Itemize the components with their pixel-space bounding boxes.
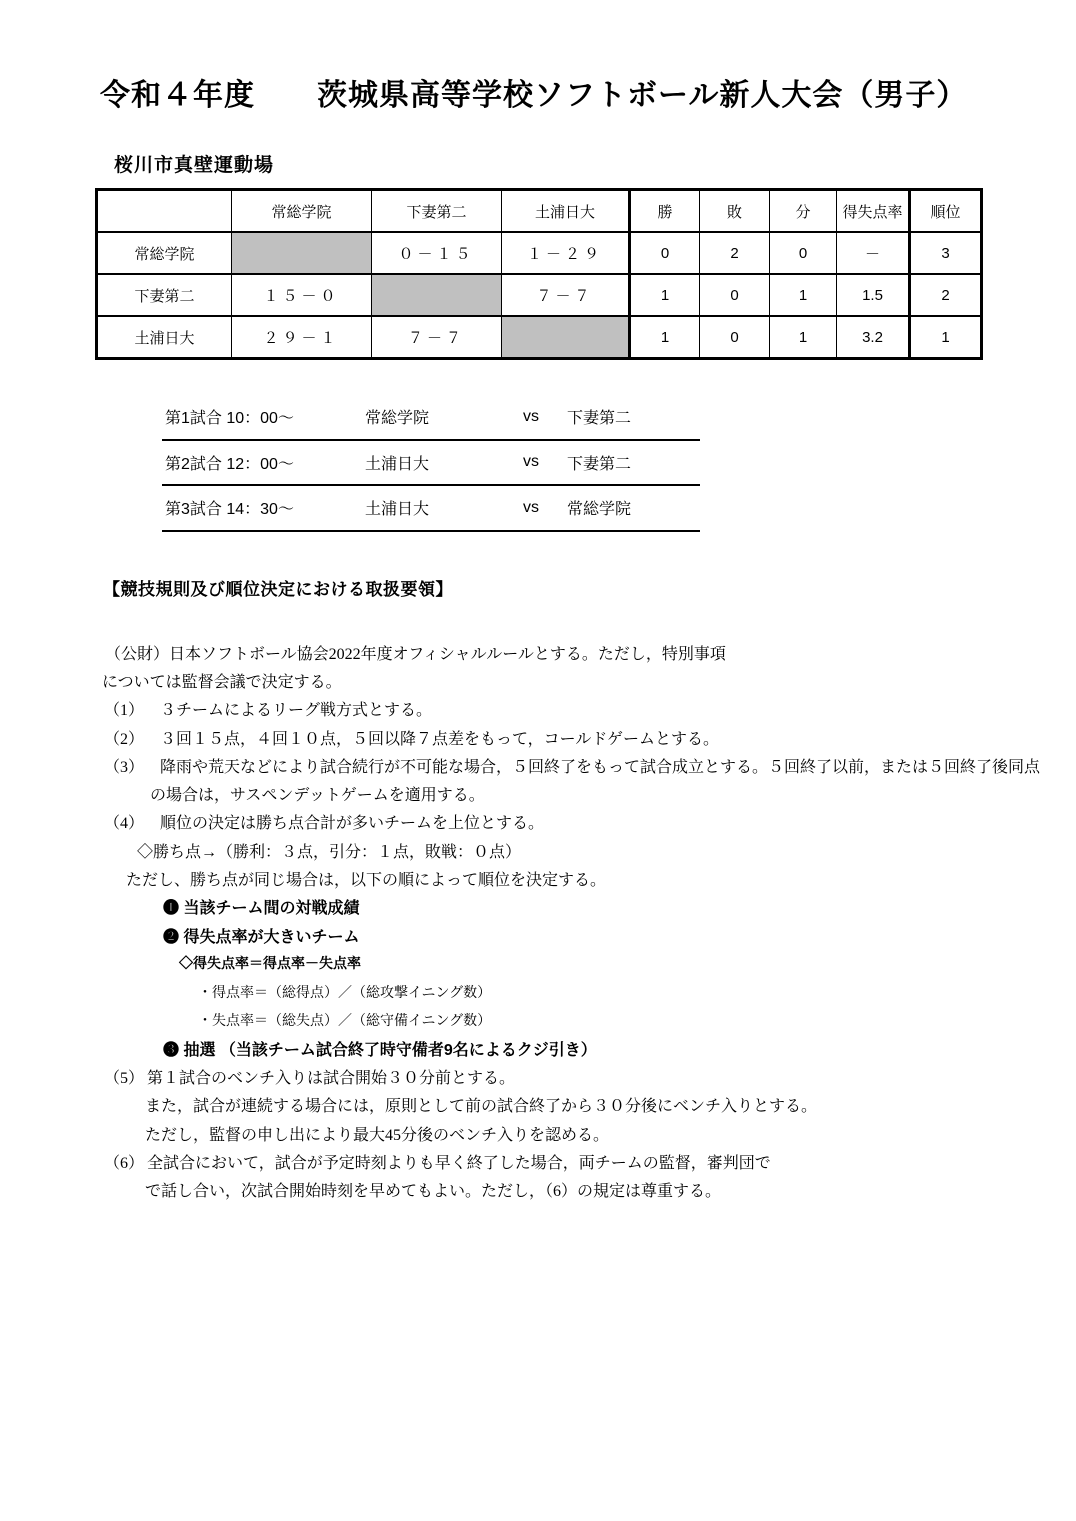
wins-cell: 0 (630, 232, 700, 274)
rule-item-5-continuation-1: また，試合が連続する場合には，原則として前の試合終了から３０分後にベンチ入りとする。 (145, 1098, 818, 1116)
draws-cell: 0 (770, 232, 837, 274)
schedule-row-2 (162, 441, 700, 487)
page-title: 令和４年度 茨城県高等学校ソフトボール新人大会（男子） (100, 79, 968, 112)
standings-header-team1: 常総学院 (232, 190, 372, 233)
wins-cell: 1 (630, 316, 700, 359)
rule-tiebreak-1: ❶ 当該チーム間の対戦成績 (163, 900, 360, 918)
draws-cell: 1 (770, 274, 837, 316)
runratio-cell: － (837, 232, 910, 274)
rules-lines (0, 638, 1076, 1204)
score-cell: ７－７ (502, 274, 630, 316)
rule-item-number: （3） (104, 758, 145, 776)
rule-tiebreak-3: ❸ 抽選 （当該チーム試合終了時守備者9名によるクジ引き） (163, 1041, 597, 1059)
rule-scoring-rate-formula: ・得点率＝（総得点）／（総攻撃イニング数） (198, 983, 492, 1000)
match-team2: 下妻第二 (567, 455, 632, 473)
match-label: 第2試合 12：00～ (165, 455, 294, 473)
diagonal-cell (502, 316, 630, 359)
standings-row-joso (97, 232, 982, 274)
rule-tiebreak-2: ❷ 得失点率が大きいチーム (163, 928, 360, 946)
rule-points-definition: ◇勝ち点→（勝利：３点，引分：１点，敗戦：０点） (137, 843, 522, 861)
rules-intro-line-2: については監督会議で決定する。 (102, 673, 342, 691)
standings-header-losses: 敗 (700, 190, 770, 233)
match-label: 第3試合 14：30～ (165, 501, 294, 519)
score-cell: ２９－１ (232, 316, 372, 359)
rank-cell: 3 (910, 232, 982, 274)
team-name-cell: 常総学院 (97, 232, 232, 274)
rules-intro-line-1: （公財）日本ソフトボール協会2022年度オフィシャルルールとする。ただし，特別事項 (105, 645, 726, 663)
draws-cell: 1 (770, 316, 837, 359)
rule-item-6 (104, 1147, 1076, 1175)
rule-item-6-continuation: で話し合い，次試合開始時刻を早めてもよい。ただし，（6）の規定は尊重する。 (145, 1183, 722, 1201)
venue-label: 桜川市真壁運動場 (114, 155, 275, 176)
rule-item-number: （6） (104, 1154, 145, 1172)
standings-row-shimotsuma (97, 274, 982, 316)
standings-header-runratio: 得失点率 (837, 190, 910, 233)
schedule-row-3 (162, 486, 700, 532)
standings-corner-cell (97, 190, 232, 233)
rule-item-text: 順位の決定は勝ち点合計が多いチームを上位とする。 (160, 815, 545, 833)
standings-header-rank: 順位 (910, 190, 982, 233)
rule-item-text: 降雨や荒天などにより試合続行が不可能な場合，５回終了をもって試合成立とする。５回終了以前，または５回終了後同点 (160, 758, 1041, 776)
rule-item-text: ３回１５点，４回１０点，５回以降７点差をもって，コールドゲームとする。 (160, 730, 720, 748)
match-team2: 常総学院 (567, 501, 632, 519)
rule-tiebreak-intro: ただし、勝ち点が同じ場合は，以下の順によって順位を決定する。 (126, 872, 607, 890)
rule-item-4 (104, 808, 1076, 836)
rule-item-number: （4） (104, 815, 145, 833)
standings-header-team3: 土浦日大 (502, 190, 630, 233)
rank-cell: 1 (910, 316, 982, 359)
vs-label: vs (523, 407, 539, 425)
match-team1: 土浦日大 (365, 455, 430, 473)
match-label: 第1試合 10：00～ (165, 410, 294, 428)
rule-item-text: ３チームによるリーグ戦方式とする。 (160, 702, 433, 720)
losses-cell: 2 (700, 232, 770, 274)
rule-item-3-continuation: の場合は，サスペンデットゲームを適用する。 (150, 787, 485, 805)
rule-item-5 (104, 1062, 1076, 1090)
vs-label: vs (523, 453, 539, 471)
team-name-cell: 下妻第二 (97, 274, 232, 316)
rule-item-1 (104, 695, 1076, 723)
standings-header-draws: 分 (770, 190, 837, 233)
standings-row-tsuchiura (97, 316, 982, 359)
losses-cell: 0 (700, 274, 770, 316)
wins-cell: 1 (630, 274, 700, 316)
standings-table (95, 188, 983, 360)
runratio-cell: 3.2 (837, 316, 910, 359)
rule-item-2 (104, 723, 1076, 751)
standings-header-wins: 勝 (630, 190, 700, 233)
rule-item-text: 第１試合のベンチ入りは試合開始３０分前とする。 (147, 1070, 516, 1088)
match-team1: 土浦日大 (365, 501, 430, 519)
match-team1: 常総学院 (365, 410, 430, 428)
rules-heading: 【競技規則及び順位決定における取扱要領】 (103, 580, 453, 599)
losses-cell: 0 (700, 316, 770, 359)
rank-cell: 2 (910, 274, 982, 316)
rule-item-number: （1） (104, 702, 145, 720)
rule-item-5-continuation-2: ただし，監督の申し出により最大45分後のベンチ入りを認める。 (145, 1126, 610, 1144)
diagonal-cell (372, 274, 502, 316)
team-name-cell: 土浦日大 (97, 316, 232, 359)
rule-item-number: （5） (104, 1070, 145, 1088)
score-cell: １－２９ (502, 232, 630, 274)
rule-item-number: （2） (104, 730, 145, 748)
standings-header-row (97, 190, 982, 233)
match-schedule (162, 395, 700, 532)
score-cell: ０－１５ (372, 232, 502, 274)
match-team2: 下妻第二 (567, 410, 632, 428)
rule-item-3 (104, 751, 1076, 779)
rule-conceding-rate-formula: ・失点率＝（総失点）／（総守備イニング数） (198, 1012, 492, 1028)
diagonal-cell (232, 232, 372, 274)
standings-header-team2: 下妻第二 (372, 190, 502, 233)
rules-section (0, 578, 1076, 1204)
runratio-cell: 1.5 (837, 274, 910, 316)
vs-label: vs (523, 498, 539, 516)
rule-runratio-formula: ◇得失点率＝得点率－失点率 (179, 955, 361, 972)
score-cell: ７－７ (372, 316, 502, 359)
score-cell: １５－０ (232, 274, 372, 316)
schedule-row-1 (162, 395, 700, 441)
rule-item-text: 全試合において，試合が予定時刻よりも早く終了した場合，両チームの監督，審判団で (147, 1154, 771, 1172)
